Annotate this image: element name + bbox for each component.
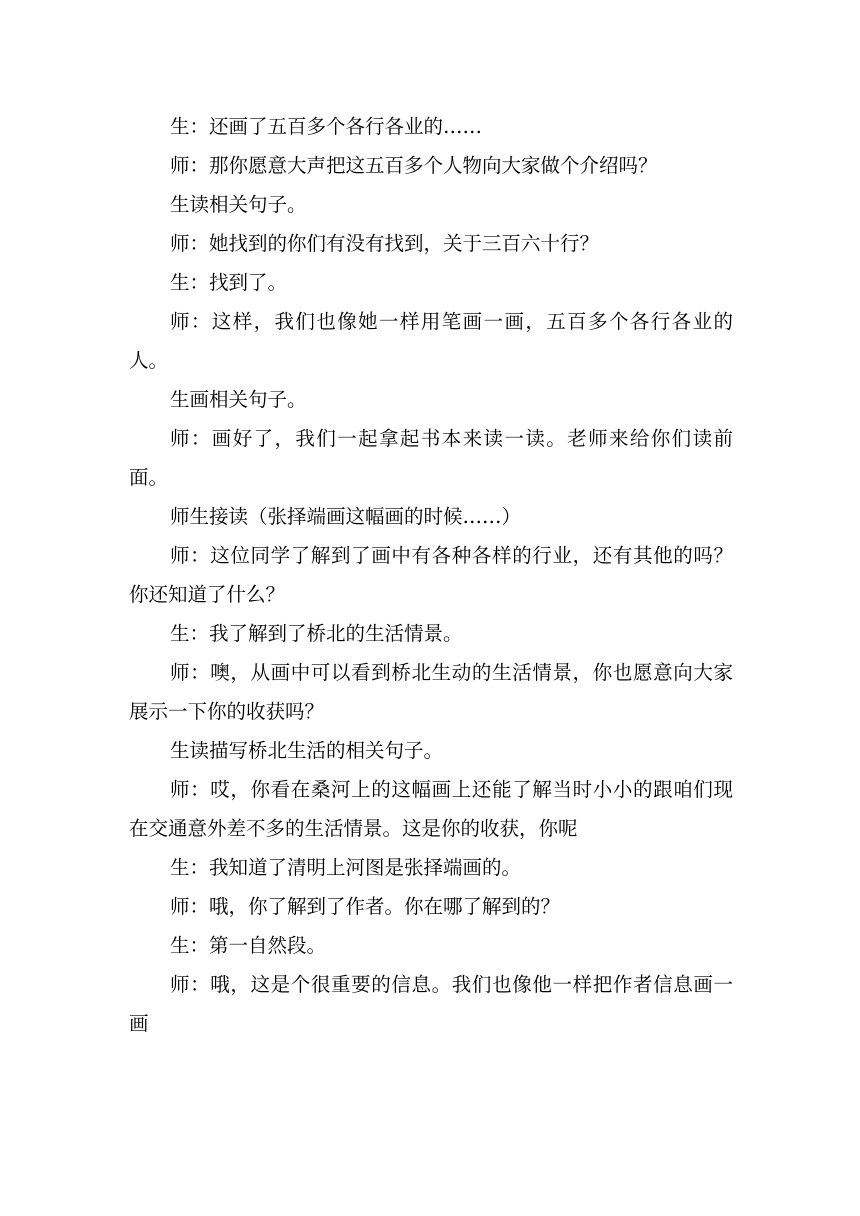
paragraph: 师：哎，你看在桑河上的这幅画上还能了解当时小小的跟咱们现在交通意外差不多的生活情景。这是你的收获，你呢 — [129, 778, 733, 840]
paragraph: 师生接读（张择端画这幅画的时候……） — [170, 505, 522, 528]
paragraph: 师：那你愿意大声把这五百多个人物向大家做个介绍吗？ — [170, 154, 658, 177]
paragraph: 生：找到了。 — [170, 271, 288, 294]
document-body — [129, 107, 733, 1043]
paragraph: 生：还画了五百多个各行各业的…… — [170, 115, 483, 138]
paragraph: 师：她找到的你们有没有找到，关于三百六十行？ — [170, 232, 600, 255]
paragraph: 师：哦，这是个很重要的信息。我们也像他一样把作者信息画一画 — [129, 973, 733, 1035]
paragraph: 师：这位同学了解到了画中有各种各样的行业，还有其他的吗？你还知道了什么？ — [129, 544, 733, 606]
paragraph: 师：画好了，我们一起拿起书本来读一读。老师来给你们读前面。 — [129, 427, 733, 489]
paragraph: 生读描写桥北生活的相关句子。 — [170, 739, 444, 762]
paragraph: 生：我知道了清明上河图是张择端画的。 — [170, 856, 522, 879]
paragraph: 生：我了解到了桥北的生活情景。 — [170, 622, 463, 645]
paragraph: 生画相关句子。 — [170, 388, 307, 411]
paragraph: 生：第一自然段。 — [170, 934, 327, 957]
paragraph: 师：噢，从画中可以看到桥北生动的生活情景，你也愿意向大家展示一下你的收获吗？ — [129, 661, 733, 723]
paragraph: 生读相关句子。 — [170, 193, 307, 216]
paragraph: 师：这样，我们也像她一样用笔画一画，五百多个各行各业的人。 — [129, 310, 733, 372]
paragraph: 师：哦，你了解到了作者。你在哪了解到的？ — [170, 895, 561, 918]
